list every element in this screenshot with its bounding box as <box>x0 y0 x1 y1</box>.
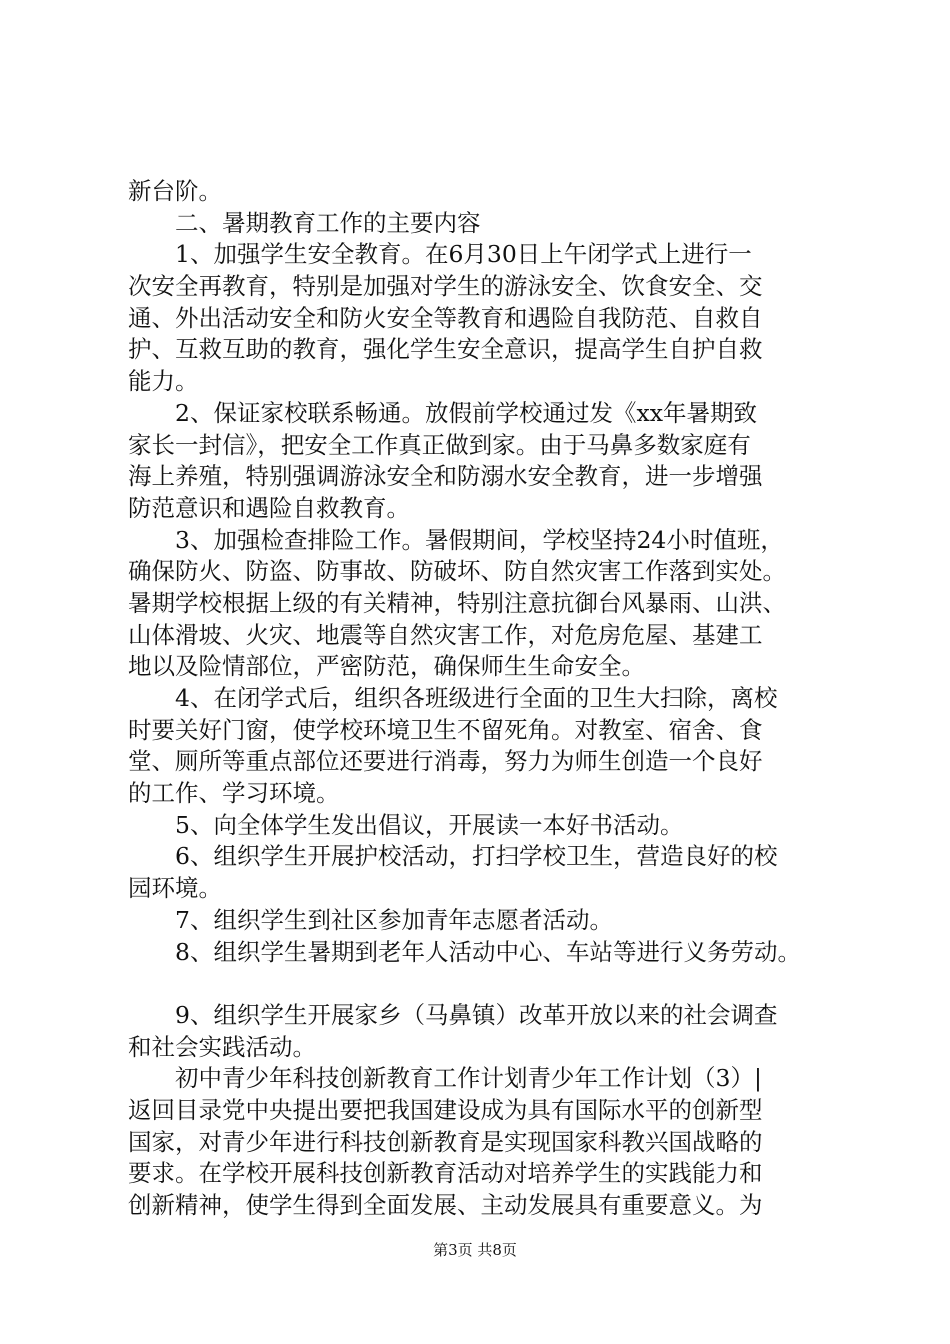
text-line: 山体滑坡、火灾、地震等自然灾害工作，对危房危屋、基建工 <box>128 620 763 649</box>
paragraph-start: 初中青少年科技创新教育工作计划青少年工作计划（3）| <box>175 1064 762 1093</box>
text-line: 确保防火、防盗、防事故、防破坏、防自然灾害工作落到实处。 <box>128 557 786 586</box>
text-line: 的工作、学习环境。 <box>128 779 340 808</box>
text-line: 海上养殖，特别强调游泳安全和防溺水安全教育，进一步增强 <box>128 462 763 491</box>
text-line: 和社会实践活动。 <box>128 1032 316 1061</box>
paragraph-start: 7、组织学生到社区参加青年志愿者活动。 <box>175 905 613 934</box>
text-line: 返回目录党中央提出要把我国建设成为具有国际水平的创新型 <box>128 1095 763 1124</box>
paragraph-start: 3、加强检查排险工作。暑假期间，学校坚持24小时值班， <box>175 525 784 554</box>
blank-line <box>128 968 833 1000</box>
text-line: 国家，对青少年进行科技创新教育是实现国家科教兴国战略的 <box>128 1127 763 1156</box>
page-number-footer: 第3页 共8页 <box>433 1241 517 1259</box>
paragraph-start: 8、组织学生暑期到老年人活动中心、车站等进行义务劳动。 <box>175 937 801 966</box>
text-line: 新台阶。 <box>128 177 222 205</box>
section-heading: 二、暑期教育工作的主要内容 <box>175 208 481 237</box>
text-line: 要求。在学校开展科技创新教育活动对培养学生的实践能力和 <box>128 1159 763 1188</box>
paragraph-start: 2、保证家校联系畅通。放假前学校通过发《xx年暑期致 <box>175 398 757 427</box>
document-body <box>128 176 833 1222</box>
paragraph-start: 1、加强学生安全教育。在6月30日上午闭学式上进行一 <box>175 240 752 269</box>
text-line: 时要关好门窗，使学校环境卫生不留死角。对教室、宿舍、食 <box>128 715 763 744</box>
text-line: 暑期学校根据上级的有关精神，特别注意抗御台风暴雨、山洪、 <box>128 588 786 617</box>
text-line: 次安全再教育，特别是加强对学生的游泳安全、饮食安全、交 <box>128 272 763 301</box>
text-line: 防范意识和遇险自救教育。 <box>128 493 410 522</box>
paragraph-start: 5、向全体学生发出倡议，开展读一本好书活动。 <box>175 810 684 839</box>
text-line: 通、外出活动安全和防火安全等教育和遇险自我防范、自救自 <box>128 303 763 332</box>
text-line: 地以及险情部位，严密防范，确保师生生命安全。 <box>128 652 645 681</box>
text-line: 能力。 <box>128 367 199 396</box>
text-line: 创新精神，使学生得到全面发展、主动发展具有重要意义。为 <box>128 1191 763 1219</box>
paragraph-start: 4、在闭学式后，组织各班级进行全面的卫生大扫除，离校 <box>175 684 778 712</box>
paragraph-start: 9、组织学生开展家乡（马鼻镇）改革开放以来的社会调查 <box>175 1000 778 1029</box>
text-line: 护、互救互助的教育，强化学生安全意识，提高学生自护自救 <box>128 335 763 364</box>
text-line: 家长一封信》，把安全工作真正做到家。由于马鼻多数家庭有 <box>128 430 751 459</box>
paragraph-start: 6、组织学生开展护校活动，打扫学校卫生，营造良好的校 <box>175 842 778 871</box>
text-line: 堂、厕所等重点部位还要进行消毒，努力为师生创造一个良好 <box>128 747 763 776</box>
text-line: 园环境。 <box>128 874 222 903</box>
